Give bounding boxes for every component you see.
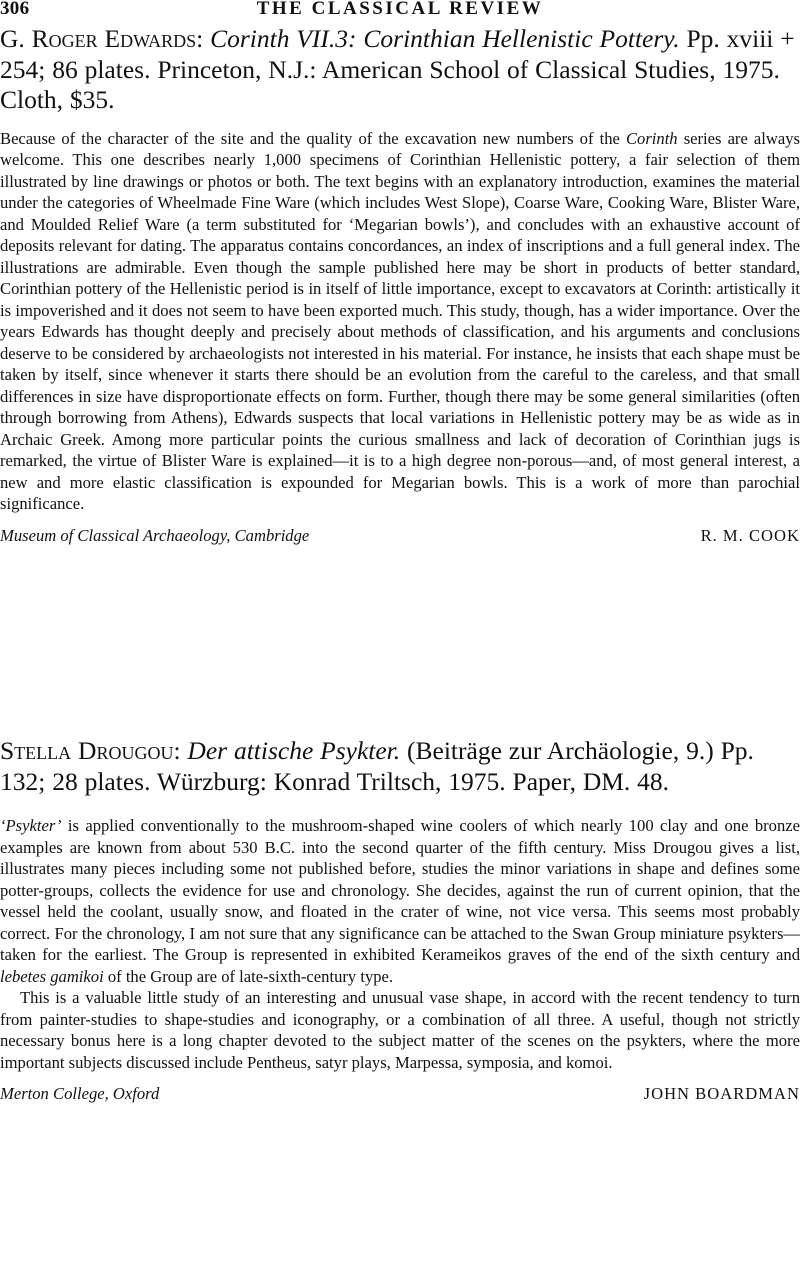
review-paragraph: This is a valuable little study of an interesting and unusual vase shape, in accord with the recent tendency to turn from painter-studies to shape-studies and iconography, or a combination of all three. A useful, though not strictly necessary bonus here is a long chapter devoted to the subject matter of the scenes on the psykters, where the more important subjects discussed include Pentheus, satyr plays, Marpessa, symposia, and komoi. — [0, 988, 800, 1072]
reviewer-name: JOHN BOARDMAN — [643, 1084, 800, 1103]
book-details: Pp. xviii + 254; 86 plates. Princeton, N.J.: American School of Classical Studies, 1975. Cloth, $35. — [0, 24, 795, 114]
signature-line — [0, 1083, 800, 1105]
reviewer-institution: Museum of Classical Archaeology, Cambridge — [0, 525, 310, 545]
book-title: Corinth VII.3: Corinthian Hellenistic Pottery. — [210, 24, 680, 53]
review-drougou — [0, 736, 800, 1105]
book-author: Stella Drougou — [0, 736, 174, 765]
signature-line — [0, 525, 800, 547]
review-body — [0, 815, 800, 1073]
review-paragraph: Because of the character of the site and the quality of the excavation new numbers of the Corinth series are always welcome. This one describes nearly 1,000 specimens of Corinthian Hellenistic pottery, a fair selection of them illustrated by line drawings or photos or both. The text begins with an explanatory introduction, examines the material under the categories of Wheelmade Fine Ware (which includes West Slope), Coarse Ware, Cooking Ware, Blister Ware, and Moulded Relief Ware (a term substituted for ‘Megarian bowls’), and concludes with an exhaustive account of deposits relevant for dating. The apparatus contains concordances, an index of inscriptions and a full general index. The illustrations are admirable. Even though the sample published here may be short in products of better standard, Corinthian pottery of the Hellenistic period is in itself of little importance, except to excavators at Corinth: artistically it is impoverished and it does not seem to have been exported much. This study, though, has a wider importance. Over the years Edwards has thought deeply and precisely about methods of classification, and his arguments and conclusions deserve to be considered by archaeologists not interested in his material. For instance, he insists that each shape must be taken by itself, since whenever it starts there should be an evolution from the careful to the careless, and that small differences in size have disproportionate effects on form. Further, though there may be some general similarities (often through borrowing from Athens), Edwards suspects that local variations in Hellenistic pottery may be as wide as in Archaic Greek. Among more particular points the curious smallness and lack of decoration of Corinthian jugs is remarked, the virtue of Blister Ware is explained—it is to a high degree non-porous—and, of most general interest, a new and more elastic classification is expounded for Megarian bowls. This is a work of more than parochial significance. — [0, 128, 800, 513]
journal-title: THE CLASSICAL REVIEW — [256, 0, 544, 19]
page-number: 306 — [0, 0, 30, 19]
series-title: Corinth — [625, 128, 678, 148]
term-psykter: ‘Psykter’ — [0, 816, 62, 835]
review-edwards — [0, 24, 800, 547]
running-head — [0, 0, 800, 22]
review-body — [0, 128, 800, 515]
review-heading: G. Roger Edwards: Corinth VII.3: Corinthian Hellenistic Pottery. Pp. xviii + 254; 86 plates. Princeton, N.J.: American School of Classical Studies, 1975. Cloth, $35. — [0, 24, 795, 114]
reviewer-institution: Merton College, Oxford — [0, 1084, 160, 1103]
book-title: Der attische Psykter. — [187, 736, 401, 765]
book-details: (Beiträge zur Archäologie, 9.) Pp. 132; 28 plates. Würzburg: Konrad Triltsch, 1975. Paper, DM. 48. — [0, 736, 754, 796]
review-paragraph: ‘Psykter’ is applied conventionally to the mushroom-shaped wine coolers of which nearly 100 clay and one bronze examples are known from about 530 B.C. into the second quarter of the fifth century. Miss Drougou gives a list, illustrates many pieces including some not published before, studies the minor variations in shape and defines some potter-groups, collects the evidence for use and chronology. She decides, against the run of current opinion, that the vessel held the coolant, usually snow, and floated in the crater of wine, not vice versa. This seems most probably correct. For the chronology, I am not sure that any significance can be attached to the Swan Group miniature psykters—taken for the earliest. The Group is represented in exhibited Kerameikos graves of the end of the sixth century and lebetes gamikoi of the Group are of late-sixth-century type. — [0, 816, 800, 986]
reviewer-name: R. M. COOK — [700, 525, 800, 545]
review-heading: Stella Drougou: Der attische Psykter. (Beiträge zur Archäologie, 9.) Pp. 132; 28 plates. Würzburg: Konrad Triltsch, 1975. Paper, DM. 48. — [0, 736, 754, 796]
term-lebetes: lebetes gamikoi — [0, 966, 104, 986]
book-author: G. Roger Edwards — [0, 24, 197, 53]
